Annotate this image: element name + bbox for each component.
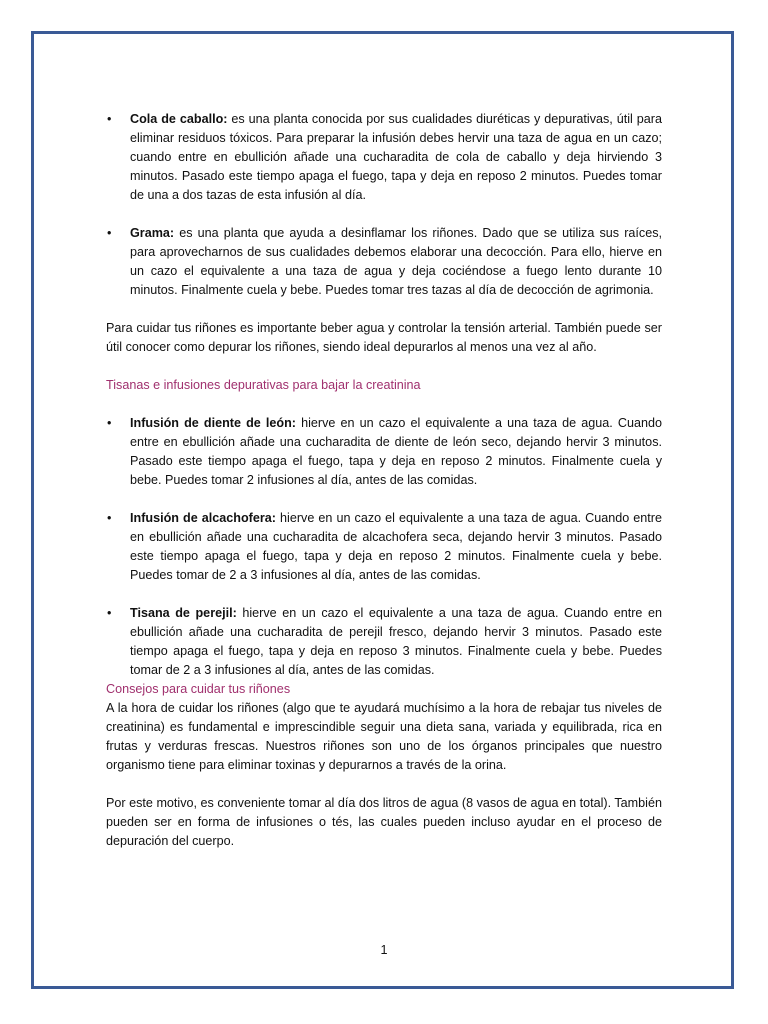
bullet-marker: • (107, 226, 112, 240)
paragraph-cuidar-rinones: Para cuidar tus riñones es importante beber agua y controlar la tensión arterial. También puede ser útil conocer como depurar los riñones, siendo ideal depurarlos al menos una vez al año. (106, 321, 662, 354)
bullet-marker: • (107, 112, 112, 126)
section-heading-tisanas: Tisanas e infusiones depurativas para bajar la creatinina (106, 378, 421, 392)
bullet-lead: Infusión de diente de león: (130, 416, 296, 430)
bullet-lead: Tisana de perejil: (130, 606, 237, 620)
bullet-lead: Infusión de alcachofera: (130, 511, 276, 525)
bullet-text: hierve en un cazo el equivalente a una taza de agua. Cuando entre en ebullición añade una cucharadita de alcachofera seca, dejando hervir 3 minutos. Pasado este tiempo apaga el fuego, tapa y deja en reposo 2 minutos. Finalmente cuela y bebe. Puedes tomar de 2 a 3 infusiones al día, antes de las comidas. (130, 511, 663, 582)
bullet-marker: • (107, 511, 112, 525)
bullet-lead: Cola de caballo: (130, 112, 228, 126)
page-number: 1 (380, 943, 388, 957)
bullet-text: hierve en un cazo el equivalente a una taza de agua. Cuando entre en ebullición añade una cucharadita de diente de león seco, dejando hervir 3 minutos. Pasado este tiempo apaga el fuego, tapa y deja en reposo 2 minutos. Finalmente cuela y bebe. Puedes tomar 2 infusiones al día, antes de las comidas. (130, 416, 662, 487)
bullet-lead: Grama: (130, 226, 175, 240)
bullet-text: hierve en un cazo el equivalente a una taza de agua. Cuando entre en ebullición añade una cucharadita de perejil fresco, dejando hervir 3 minutos. Pasado este tiempo apaga el fuego, tapa y deja en reposo 3 minutos. Finalmente cuela y bebe. Puedes tomar de 2 a 3 infusiones al día, antes de las comidas. (130, 606, 662, 677)
bullet-marker: • (107, 416, 112, 430)
section-heading-consejos: Consejos para cuidar tus riñones (106, 682, 291, 696)
bullet-grama (106, 224, 662, 300)
paragraph-dieta: A la hora de cuidar los riñones (algo que te ayudará muchísimo a la hora de rebajar tus niveles de creatinina) es fundamental e imprescindible seguir una dieta sana, variada y equilibrada, rica en frutas y verduras frescas. Nuestros riñones son uno de los órganos principales que nuestro organismo tiene para eliminar toxinas y depurarnos a través de la orina. (106, 701, 662, 772)
bullet-text: es una planta conocida por sus cualidades diuréticas y depurativas, útil para eliminar residuos tóxicos. Para preparar la infusión debes hervir una taza de agua en un cazo; cuando entre en ebullición añade una cucharadita de cola de caballo y deja hirviendo 3 minutos. Pasado este tiempo apaga el fuego, tapa y deja en reposo 2 minutos. Puedes tomar de una a dos tazas de esta infusión al día. (130, 112, 663, 202)
bullet-perejil (106, 604, 662, 680)
bullet-marker: • (107, 606, 112, 620)
bullet-text: es una planta que ayuda a desinflamar los riñones. Dado que se utiliza sus raíces, para aprovecharnos de sus cualidades debemos elaborar una decocción. Para ello, hierve en un cazo el equivalente a una taza de agua y deja cociéndose a fuego lento durante 10 minutos. Finalmente cuela y bebe. Puedes tomar tres tazas al día de decocción de agrimonia. (130, 226, 662, 297)
document-body (106, 110, 662, 870)
bullet-diente-de-leon (106, 414, 662, 490)
paragraph-agua: Por este motivo, es conveniente tomar al día dos litros de agua (8 vasos de agua en total). También pueden ser en forma de infusiones o tés, las cuales pueden incluso ayudar en el proceso de depuración del cuerpo. (106, 796, 662, 848)
bullet-cola-de-caballo (106, 110, 662, 205)
bullet-alcachofera (106, 509, 662, 585)
